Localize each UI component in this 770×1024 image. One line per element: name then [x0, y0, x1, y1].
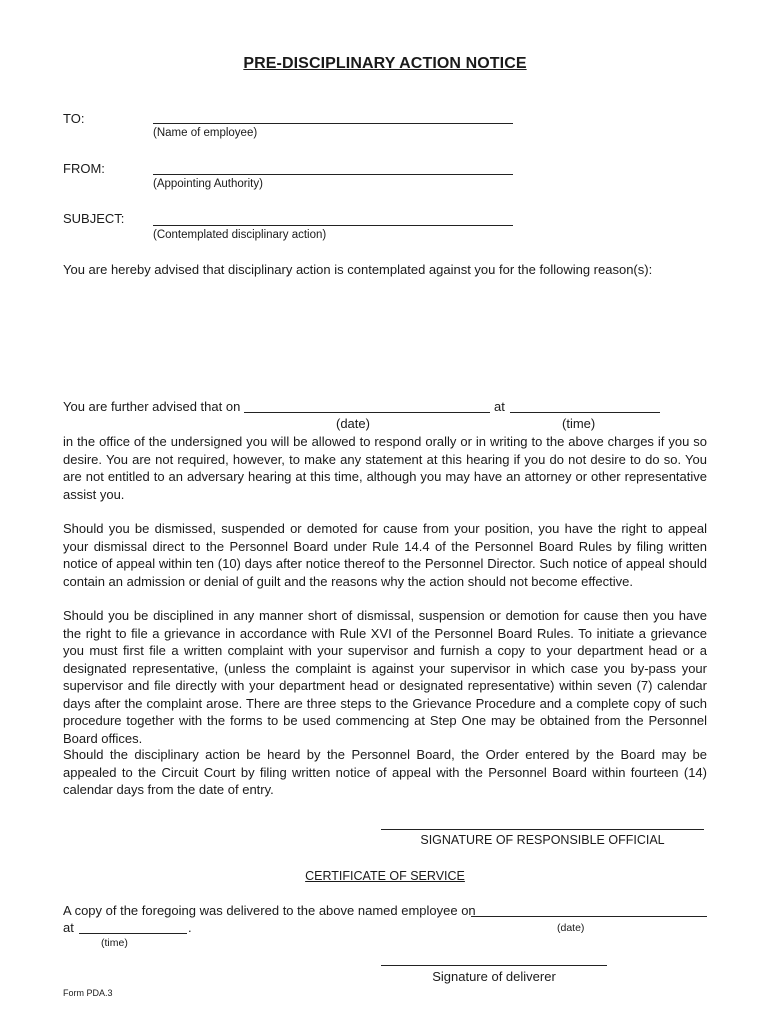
- hearing-body: in the office of the undersigned you will be allowed to respond orally or in writing to the above charges if you so desire. You are not required, however, to make any statement at this hearing if you do not desire to do so. You are not entitled to an adversary hearing at this time, although you may have an attorney or other representative assist you.: [63, 434, 707, 502]
- circuit-court-paragraph: Should the disciplinary action be heard by the Personnel Board, the Order entered by the Board may be appealed to the Circuit Court by filing written notice of appeal with the Personnel Board within fourteen (14) calendar days from the date of entry.: [63, 747, 707, 797]
- form-id: Form PDA.3: [63, 988, 113, 998]
- from-caption: (Appointing Authority): [153, 178, 263, 190]
- official-signature-line[interactable]: [381, 829, 704, 830]
- deliverer-signature-label: Signature of deliverer: [432, 969, 556, 984]
- hearing-time-caption: (time): [562, 416, 596, 431]
- subject-label: SUBJECT:: [63, 211, 125, 226]
- hearing-time-line[interactable]: [510, 412, 660, 413]
- delivery-time-line[interactable]: [79, 933, 187, 934]
- delivery-date-caption: (date): [557, 922, 585, 934]
- hearing-at: at: [494, 399, 505, 414]
- to-field-line[interactable]: [153, 123, 513, 124]
- delivery-date-line[interactable]: [471, 916, 707, 917]
- grievance-paragraph: Should you be disciplined in any manner short of dismissal, suspension or demotion for cause then you have the right to file a grievance in accordance with Rule XVI of the Personnel Board Rules. To initiate a grievance you must first file a written complaint with your supervisor and furnish a copy to your department head or a designated representative, (unless the complaint is against your supervisor in which case you by-pass your supervisor and file directly with your department head or designated representative) within seven (7) calendar days after the complaint arose. There are three steps to the Grievance Procedure and a complete copy of such procedure together with the forms to be used commencing at Step One may be obtained from the Personnel Board offices.: [63, 608, 707, 746]
- delivery-time-caption: (time): [101, 937, 128, 949]
- hearing-prefix: You are further advised that on: [63, 399, 241, 414]
- delivery-text: A copy of the foregoing was delivered to the above named employee on: [63, 903, 476, 918]
- intro-text: You are hereby advised that disciplinary action is contemplated against you for the following reason(s):: [63, 262, 653, 277]
- subject-caption: (Contemplated disciplinary action): [153, 229, 327, 241]
- deliverer-signature-line[interactable]: [381, 965, 607, 966]
- hearing-date-caption: (date): [336, 416, 370, 431]
- delivery-period: .: [188, 920, 192, 935]
- from-field-line[interactable]: [153, 174, 513, 175]
- delivery-at: at: [63, 920, 74, 935]
- from-label: FROM:: [63, 161, 105, 176]
- to-label: TO:: [63, 111, 85, 126]
- hearing-date-line[interactable]: [244, 412, 490, 413]
- to-caption: (Name of employee): [153, 127, 258, 139]
- subject-field-line[interactable]: [153, 225, 513, 226]
- official-signature-label: SIGNATURE OF RESPONSIBLE OFFICIAL: [420, 833, 665, 847]
- certificate-title: CERTIFICATE OF SERVICE: [305, 869, 465, 883]
- document-title: PRE-DISCIPLINARY ACTION NOTICE: [243, 55, 527, 72]
- appeal-paragraph: Should you be dismissed, suspended or demoted for cause from your position, you have the right to appeal your dismissal direct to the Personnel Board under Rule 14.4 of the Personnel Board Rules by filing written notice of appeal within ten (10) days after notice thereof to the Personnel Director. Such notice of appeal should contain an admission or denial of guilt and the reasons why the action should not become effective.: [63, 521, 707, 589]
